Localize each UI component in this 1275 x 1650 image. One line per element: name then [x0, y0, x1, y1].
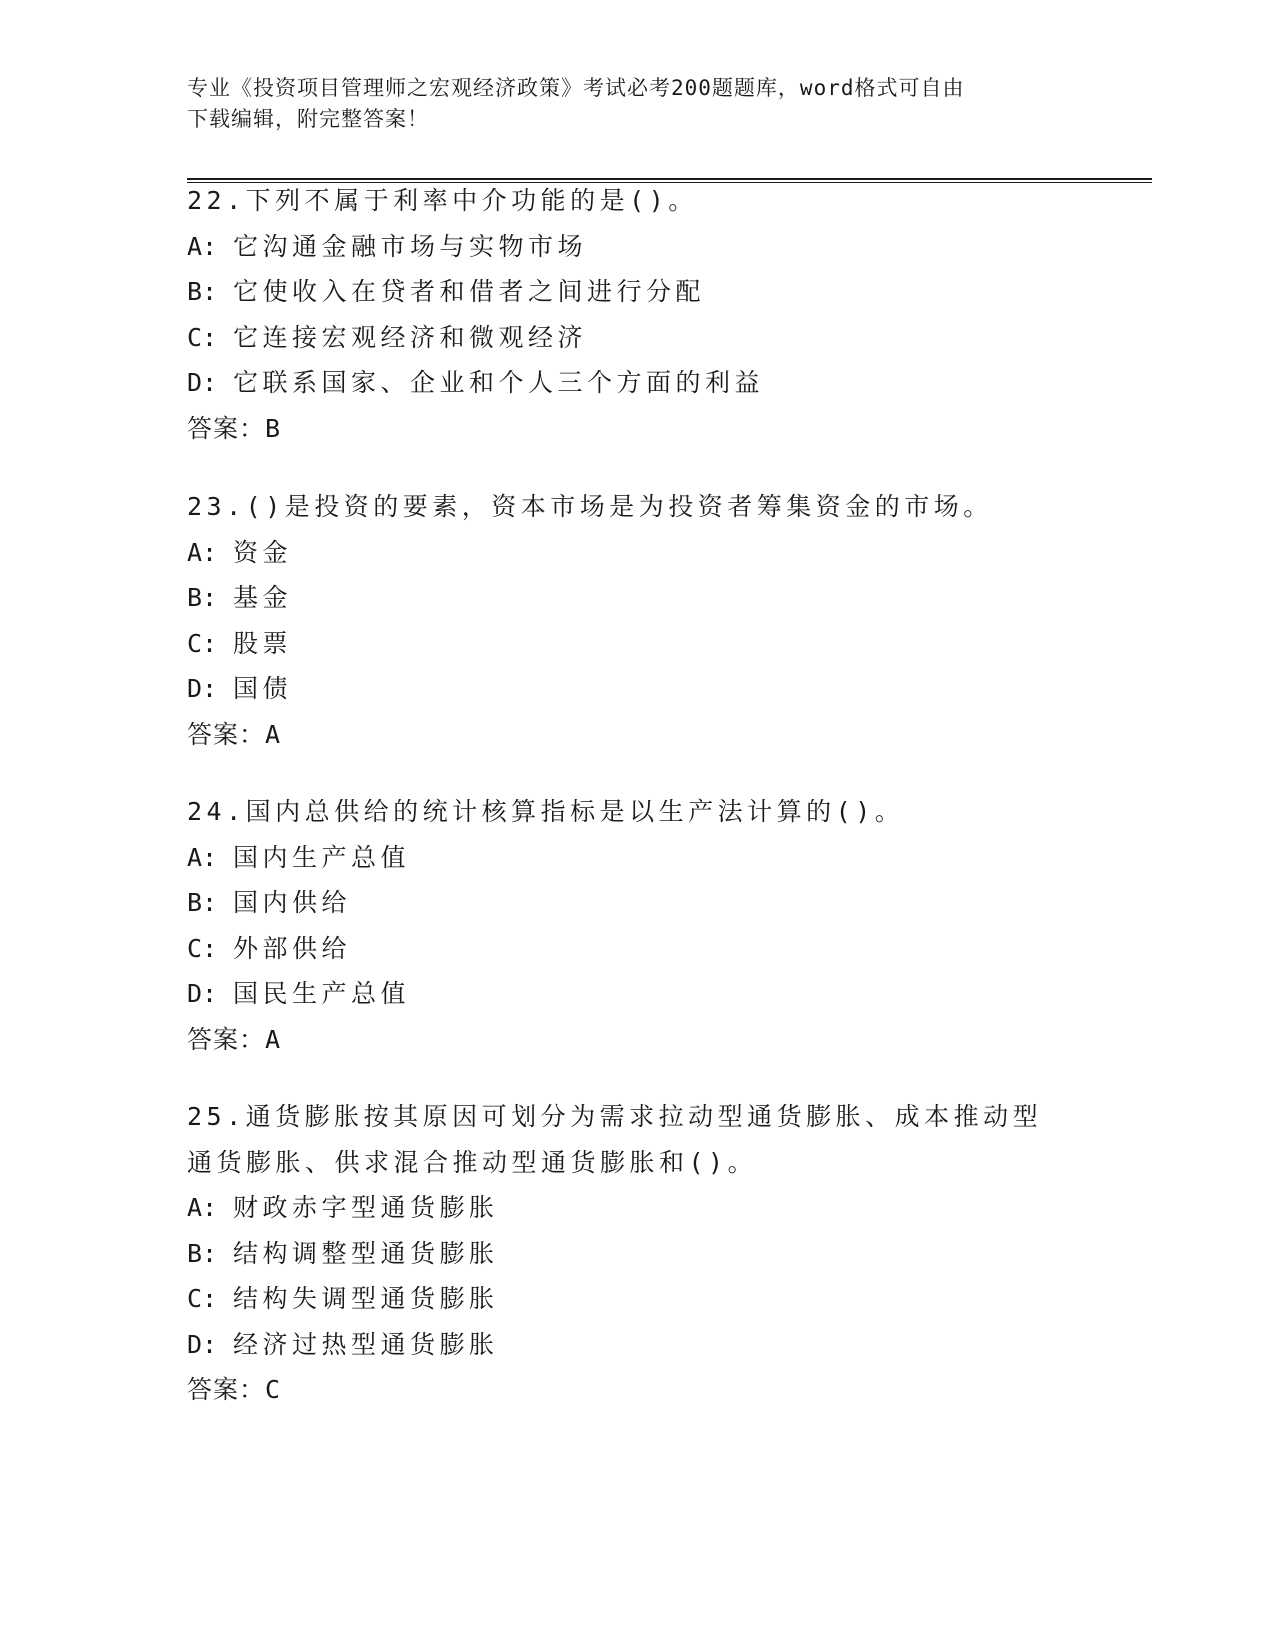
option-letter: B: [187, 888, 218, 917]
option-b [187, 1231, 1087, 1277]
answer-line [187, 406, 1087, 452]
option-c [187, 1276, 1087, 1322]
answer-value: A [265, 719, 282, 749]
option-b [187, 880, 1087, 926]
option-text: 国内生产总值 [233, 842, 411, 872]
header-line-2: 下载编辑，附完整答案！ [187, 107, 429, 131]
option-a [187, 530, 1087, 576]
option-letter: A: [187, 1193, 218, 1222]
option-letter: C: [187, 933, 218, 963]
answer-line [187, 712, 1087, 758]
question-22 [187, 178, 1087, 451]
option-letter: B: [187, 1238, 218, 1268]
option-letter: D: [187, 674, 218, 703]
option-text: 结构失调型通货膨胀 [233, 1284, 499, 1313]
option-text: 它使收入在贷者和借者之间进行分配 [233, 277, 706, 306]
option-letter: B: [187, 583, 218, 612]
answer-line [187, 1017, 1087, 1063]
option-a [187, 224, 1087, 270]
option-c [187, 621, 1087, 667]
option-text: 它联系国家、企业和个人三个方面的利益 [233, 368, 765, 397]
option-letter: A: [187, 537, 218, 567]
option-text: 外部供给 [233, 933, 352, 963]
option-text: 基金 [233, 583, 293, 612]
option-letter: A: [187, 842, 218, 872]
answer-label: 答案： [187, 1375, 266, 1404]
answer-label: 答案： [187, 1024, 266, 1054]
option-letter: D: [187, 979, 218, 1008]
answer-line [187, 1367, 1087, 1413]
option-letter: A: [187, 231, 218, 261]
option-letter: C: [187, 1284, 218, 1313]
option-c [187, 926, 1087, 972]
option-text: 国债 [233, 674, 293, 703]
answer-label: 答案： [187, 413, 266, 443]
question-stem: 24.国内总供给的统计核算指标是以生产法计算的()。 [187, 797, 905, 826]
option-d [187, 360, 1087, 406]
question-25 [187, 1094, 1087, 1413]
header-line-1: 专业《投资项目管理师之宏观经济政策》考试必考200题题库，word格式可自由 [187, 76, 965, 100]
document-header [187, 73, 1067, 135]
option-letter: C: [187, 322, 218, 352]
option-text: 股票 [233, 628, 293, 658]
option-text: 它沟通金融市场与实物市场 [233, 231, 588, 261]
option-letter: D: [187, 368, 218, 397]
option-a [187, 1185, 1087, 1231]
option-letter: C: [187, 628, 218, 658]
option-text: 国民生产总值 [233, 979, 411, 1008]
answer-value: B [265, 413, 282, 443]
question-23 [187, 484, 1087, 757]
option-d [187, 666, 1087, 712]
option-b [187, 575, 1087, 621]
option-a [187, 835, 1087, 881]
answer-value: A [265, 1024, 282, 1054]
option-text: 国内供给 [233, 888, 352, 917]
option-text: 经济过热型通货膨胀 [233, 1329, 499, 1359]
option-d [187, 1322, 1087, 1368]
question-stem: 23.()是投资的要素，资本市场是为投资者筹集资金的市场。 [187, 492, 993, 521]
option-d [187, 971, 1087, 1017]
question-stem: 22.下列不属于利率中介功能的是()。 [187, 186, 698, 215]
option-letter: D: [187, 1329, 218, 1359]
option-c [187, 315, 1087, 361]
question-24 [187, 789, 1087, 1062]
option-letter: B: [187, 277, 218, 306]
answer-label: 答案： [187, 719, 266, 749]
question-stem: 25.通货膨胀按其原因可划分为需求拉动型通货膨胀、成本推动型通货膨胀、供求混合推动型通货膨胀和()。 [187, 1102, 1043, 1177]
option-text: 资金 [233, 537, 293, 567]
option-text: 财政赤字型通货膨胀 [233, 1193, 499, 1222]
option-text: 它连接宏观经济和微观经济 [233, 322, 588, 352]
option-text: 结构调整型通货膨胀 [233, 1238, 499, 1268]
option-b [187, 269, 1087, 315]
answer-value: C [265, 1375, 282, 1404]
